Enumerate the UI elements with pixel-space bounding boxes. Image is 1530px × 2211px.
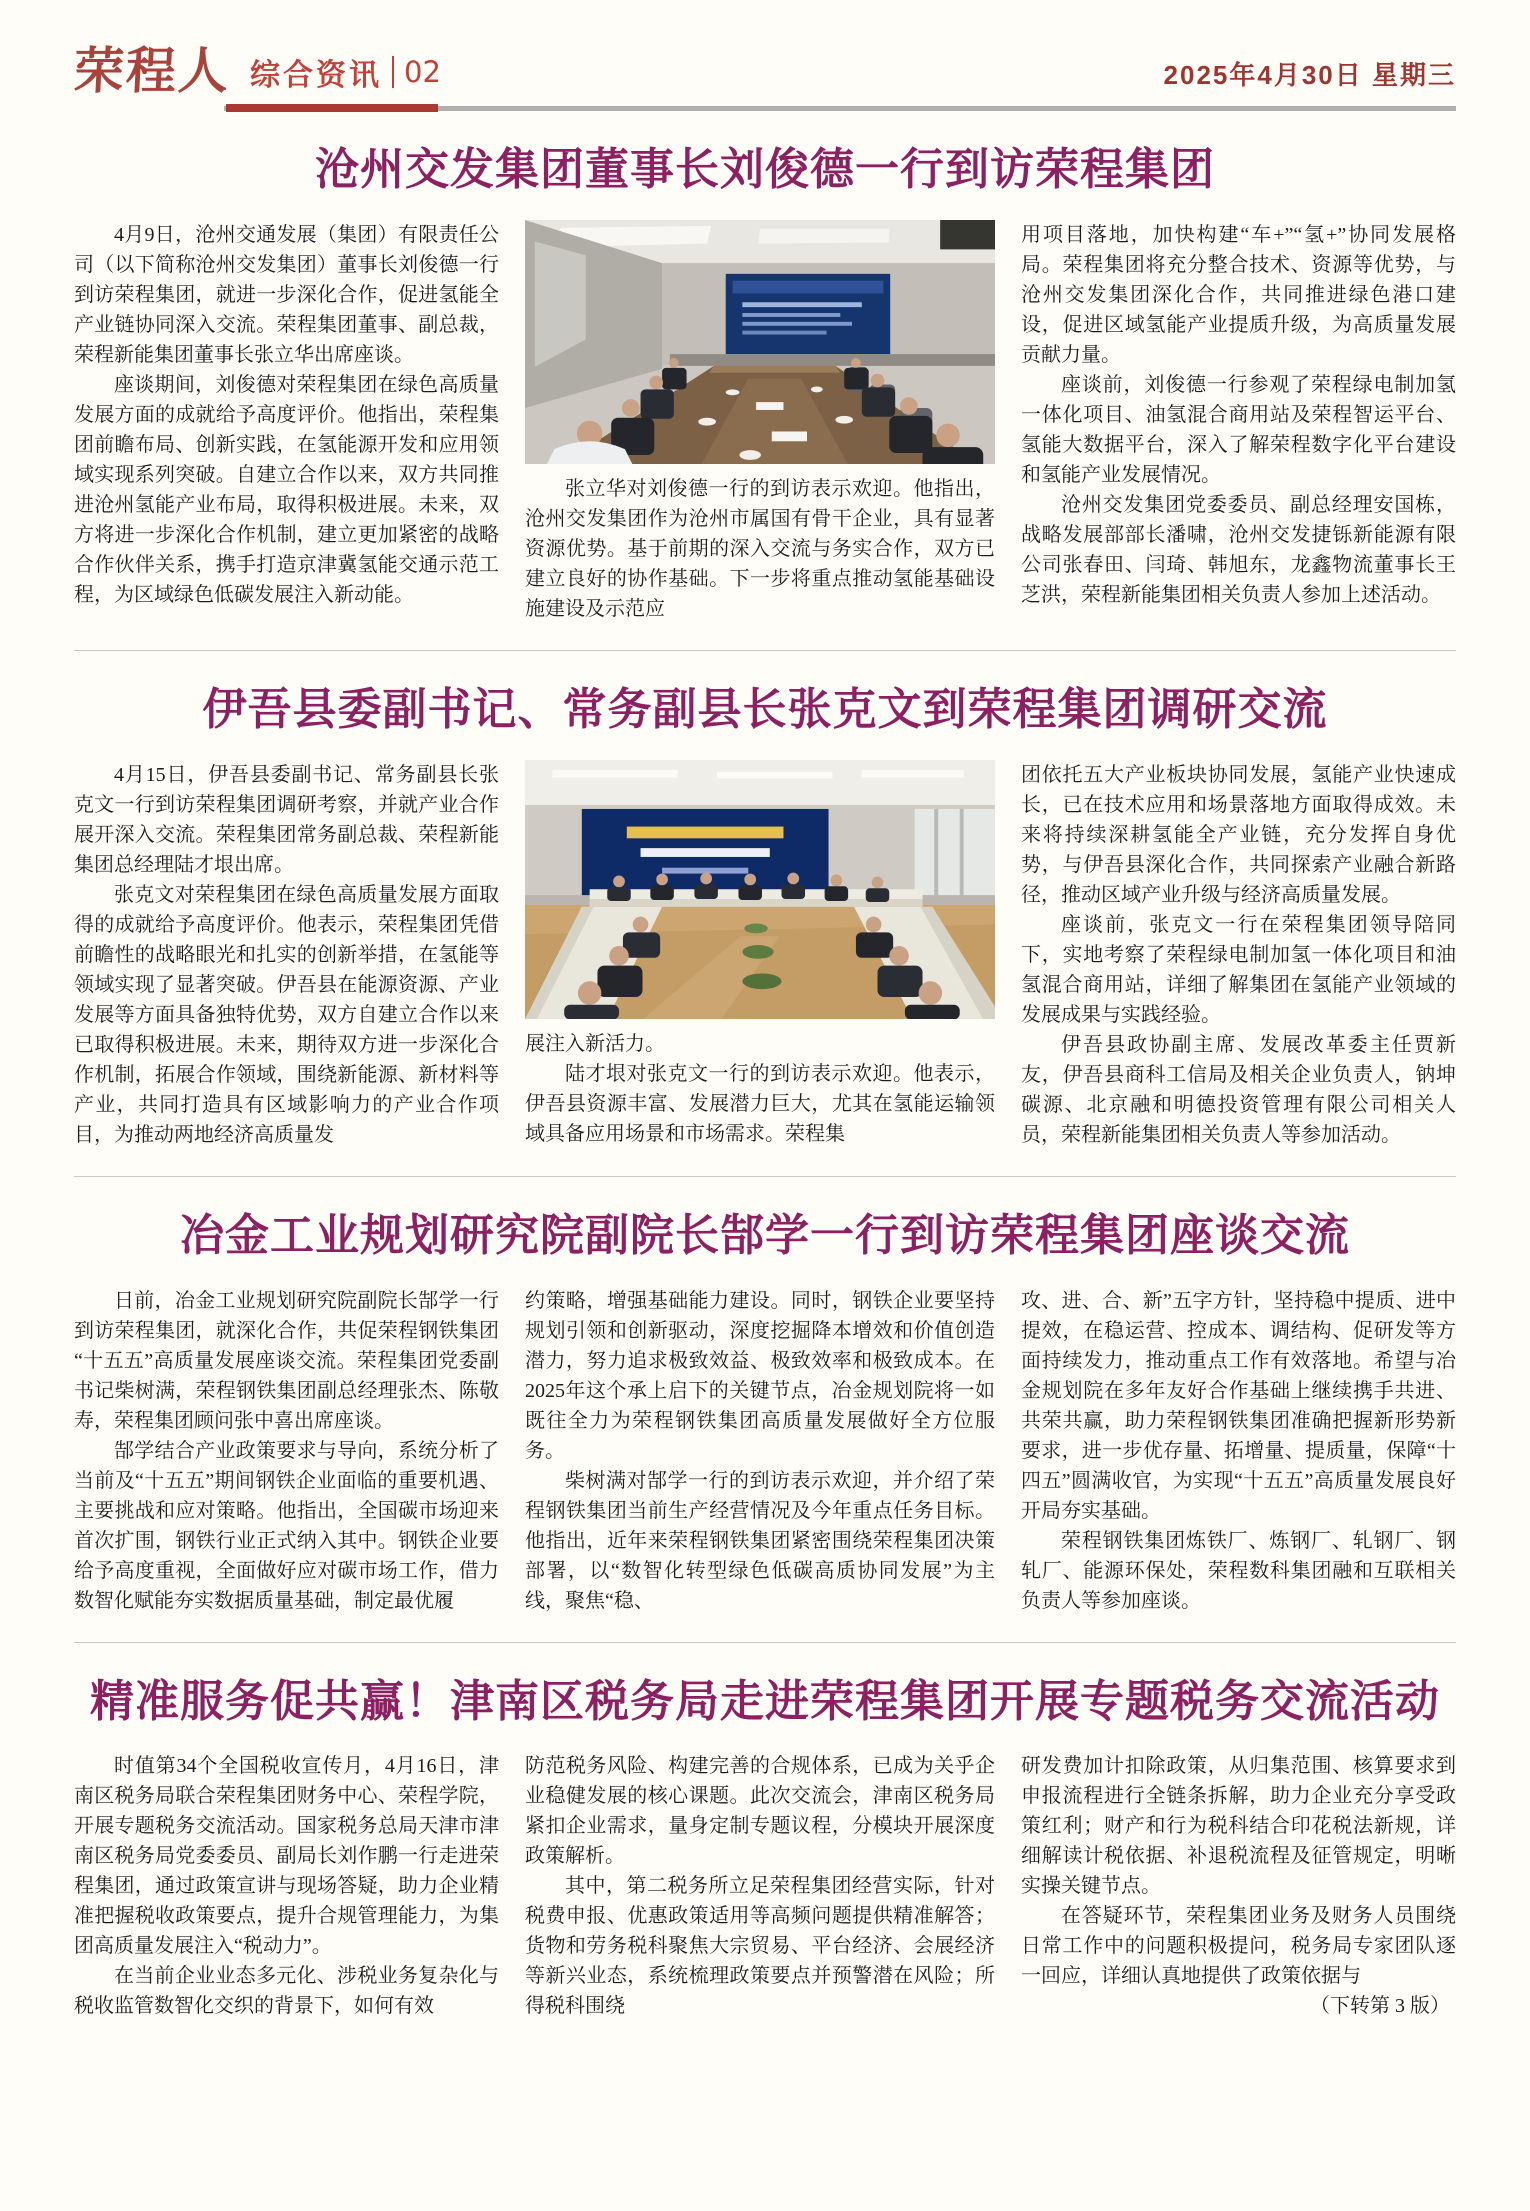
- header-rule: [224, 106, 1456, 111]
- paragraph: 座谈前，张克文一行在荣程集团领导陪同下，实地考察了荣程绿电制加氢一体化项目和油氢混合商用站，详细了解集团在氢能产业领域的发展成果与实践经验。: [1021, 913, 1456, 1026]
- conference-hall-photo-illustration: [525, 760, 995, 1019]
- paragraph: 座谈期间，刘俊德对荣程集团在绿色高质量发展方面的成就给予高度评价。他指出，荣程集团前瞻布局、创新实践，在氢能源开发和应用领域实现系列突破。自建立合作以来，双方共同推进沧州氢能产业布局，取得积极进展。未来，双方将进一步深化合作机制，建立更加紧密的战略合作伙伴关系，携手打造京津冀氢能交通示范工程，为区域绿色低碳发展注入新动能。: [74, 373, 499, 606]
- paragraph: 约策略，增强基础能力建设。同时，钢铁企业要坚持规划引领和创新驱动，深度挖掘降本增效和价值创造潜力，努力追求极致效益、极致效率和极致成本。在2025年这个承上启下的关键节点，冶金规划院将一如既往全力为荣程钢铁集团高质量发展做好全方位服务。: [525, 1289, 995, 1462]
- article-2-col-1: [74, 760, 499, 1150]
- article-divider: [74, 650, 1456, 651]
- paragraph: 在答疑环节，荣程集团业务及财务人员围绕日常工作中的问题积极提问，税务局专家团队逐一回应，详细认真地提供了政策依据与: [1021, 1905, 1456, 1988]
- article-1-col-2: [525, 220, 995, 625]
- article-2-photo: [525, 760, 995, 1019]
- article-3: [74, 1211, 1456, 1616]
- article-divider: [74, 1176, 1456, 1177]
- paragraph: 在当前企业业态多元化、涉税业务复杂化与税收监管数智化交织的背景下，如何有效: [74, 1965, 499, 2018]
- issue-date: 2025年4月30日 星期三: [1163, 60, 1456, 90]
- article-3-title: 冶金工业规划研究院副院长郜学一行到访荣程集团座谈交流: [180, 1210, 1350, 1260]
- article-4: [74, 1677, 1456, 2022]
- article-4-col-1: [74, 1751, 499, 2021]
- header-rule-red-segment: [226, 104, 438, 112]
- page-number: 02: [404, 55, 441, 89]
- paragraph: 4月9日，沧州交通发展（集团）有限责任公司（以下简称沧州交发集团）董事长刘俊德一行到访荣程集团，就进一步深化合作，促进氢能全产业链协同深入交流。荣程集团董事、副总裁，荣程新能集团董事长张立华出席座谈。: [74, 223, 499, 366]
- paragraph: 张克文对荣程集团在绿色高质量发展方面取得的成就给予高度评价。他表示，荣程集团凭借前瞻性的战略眼光和扎实的创新举措，在氢能等领域实现了显著突破。伊吾县在能源资源、产业发展等方面具备独特优势，双方自建立合作以来已取得积极进展。未来，期待双方进一步深化合作机制，拓展合作领域，围绕新能源、新材料等产业，共同打造具有区域影响力的产业合作项目，为推动两地经济高质量发: [74, 883, 499, 1146]
- article-1: [74, 145, 1456, 624]
- article-divider: [74, 1642, 1456, 1643]
- paragraph: 其中，第二税务所立足荣程集团经营实际，针对税费申报、优惠政策适用等高频问题提供精准解答；货物和劳务税科聚焦大宗贸易、平台经济、会展经济等新兴业态，系统梳理政策要点并预警潜在风险；所得税科围绕: [525, 1875, 995, 2018]
- continuation-note: （下转第 3 版）: [1310, 1995, 1450, 2018]
- paragraph: 研发费加计扣除政策，从归集范围、核算要求到申报流程进行全链条拆解，助力企业充分享受政策红利；财产和行为税科结合印花税法新规，详细解读计税依据、补退税流程及征管规定，明晰实操关键节点。: [1021, 1755, 1456, 1898]
- paragraph: 伊吾县政协副主席、发展改革委主任贾新友，伊吾县商科工信局及相关企业负责人，钠坤碳源、北京融和明德投资管理有限公司相关人员，荣程新能集团相关负责人等参加活动。: [1021, 1033, 1456, 1146]
- paragraph: 张立华对刘俊德一行的到访表示欢迎。他指出，沧州交发集团作为沧州市属国有骨干企业，具有显著资源优势。基于前期的深入交流与务实合作，双方已建立良好的协作基础。下一步将重点推动氢能基础设施建设及示范应: [525, 478, 995, 621]
- article-2: [74, 685, 1456, 1150]
- article-1-col-1: [74, 220, 499, 625]
- article-1-col-3: [1021, 220, 1456, 625]
- article-3-col-2: [525, 1286, 995, 1616]
- paragraph: 荣程钢铁集团炼铁厂、炼钢厂、轧钢厂、钢轧厂、能源环保处，荣程数科集团融和互联相关负责人等参加座谈。: [1021, 1529, 1456, 1612]
- article-4-col-3: [1021, 1751, 1456, 2021]
- article-4-columns: [74, 1751, 1456, 2021]
- article-4-col-2: [525, 1751, 995, 2021]
- paragraph: 陆才垠对张克文一行的到访表示欢迎。他表示，伊吾县资源丰富、发展潜力巨大，尤其在氢能运输领域具备应用场景和市场需求。荣程集: [525, 1063, 995, 1146]
- page-header: [72, 0, 1456, 99]
- article-3-col-3: [1021, 1286, 1456, 1616]
- section-title: 综合资讯: [250, 59, 382, 92]
- article-1-title: 沧州交发集团董事长刘俊德一行到访荣程集团: [315, 145, 1215, 194]
- section-label: [250, 50, 441, 96]
- meeting-room-photo-illustration: [525, 220, 995, 465]
- section-divider-bar: [392, 56, 394, 88]
- paragraph: 4月15日，伊吾县委副书记、常务副县长张克文一行到访荣程集团调研考察，并就产业合作展开深入交流。荣程集团常务副总裁、荣程新能集团总经理陆才垠出席。: [74, 763, 499, 876]
- article-1-columns: [74, 220, 1456, 625]
- paragraph: 展注入新活力。: [525, 1033, 665, 1056]
- article-3-col-1: [74, 1286, 499, 1616]
- article-2-title: 伊吾县委副书记、常务副县长张克文到荣程集团调研交流: [202, 685, 1328, 735]
- paragraph: 柴树满对郜学一行的到访表示欢迎，并介绍了荣程钢铁集团当前生产经营情况及今年重点任务目标。他指出，近年来荣程钢铁集团紧密围绕荣程集团决策部署，以“数智化转型绿色低碳高质协同发展”为主线，聚焦“稳、: [525, 1469, 995, 1612]
- paragraph: 攻、进、合、新”五字方针，坚持稳中提质、进中提效，在稳运营、控成本、调结构、促研发等方面持续发力，推动重点工作有效落地。希望与冶金规划院在多年友好合作基础上继续携手共进、共荣共赢，助力荣程钢铁集团准确把握新形势新要求，进一步优存量、拓增量、提质量，保障“十四五”圆满收官，为实现“十五五”高质量发展良好开局夯实基础。: [1021, 1289, 1456, 1522]
- paragraph: 日前，冶金工业规划研究院副院长郜学一行到访荣程集团，就深化合作，共促荣程钢铁集团“十五五”高质量发展座谈交流。荣程集团党委副书记柴树满，荣程钢铁集团副总经理张杰、陈敬寿，荣程集团顾问张中喜出席座谈。: [74, 1289, 499, 1432]
- article-3-columns: [74, 1286, 1456, 1616]
- paragraph: 座谈前，刘俊德一行参观了荣程绿电制加氢一体化项目、油氢混合商用站及荣程智运平台、氢能大数据平台，深入了解荣程数字化平台建设和氢能产业发展情况。: [1021, 373, 1456, 486]
- article-2-columns: [74, 760, 1456, 1150]
- paragraph: 用项目落地，加快构建“车+”“氢+”协同发展格局。荣程集团将充分整合技术、资源等优势，与沧州交发集团深化合作，共同推进绿色港口建设，促进区域氢能产业提质升级，为高质量发展贡献力量。: [1021, 223, 1456, 366]
- paragraph: 郜学结合产业政策要求与导向，系统分析了当前及“十五五”期间钢铁企业面临的重要机遇、主要挑战和应对策略。他指出，全国碳市场迎来首次扩围，钢铁行业正式纳入其中。钢铁企业要给予高度重视，全面做好应对碳市场工作，借力数智化赋能夯实数据质量基础，制定最优履: [74, 1439, 499, 1612]
- paragraph: 时值第34个全国税收宣传月，4月16日，津南区税务局联合荣程集团财务中心、荣程学院，开展专题税务交流活动。国家税务总局天津市津南区税务局党委委员、副局长刘作鹏一行走进荣程集团，通过政策宣讲与现场答疑，助力企业精准把握税收政策要点，提升合规管理能力，为集团高质量发展注入“税动力”。: [74, 1755, 499, 1958]
- article-2-col-2: [525, 760, 995, 1150]
- article-1-photo: [525, 220, 995, 465]
- masthead-logo: 荣程人: [72, 43, 232, 99]
- paragraph: 团依托五大产业板块协同发展，氢能产业快速成长，已在技术应用和场景落地方面取得成效。未来将持续深耕氢能全产业链，充分发挥自身优势，与伊吾县深化合作，共同探索产业融合新路径，推动区域产业升级与经济高质量发展。: [1021, 763, 1456, 906]
- article-2-col-3: [1021, 760, 1456, 1150]
- paragraph: 防范税务风险、构建完善的合规体系，已成为关乎企业稳健发展的核心课题。此次交流会，津南区税务局紧扣企业需求，量身定制专题议程，分模块开展深度政策解析。: [525, 1755, 995, 1868]
- paragraph: 沧州交发集团党委委员、副总经理安国栋，战略发展部部长潘啸，沧州交发捷铄新能源有限公司张春田、闫琦、韩旭东，龙鑫物流董事长王芝洪，荣程新能集团相关负责人参加上述活动。: [1021, 493, 1456, 606]
- article-4-title: 精准服务促共赢！津南区税务局走进荣程集团开展专题税务交流活动: [90, 1676, 1440, 1726]
